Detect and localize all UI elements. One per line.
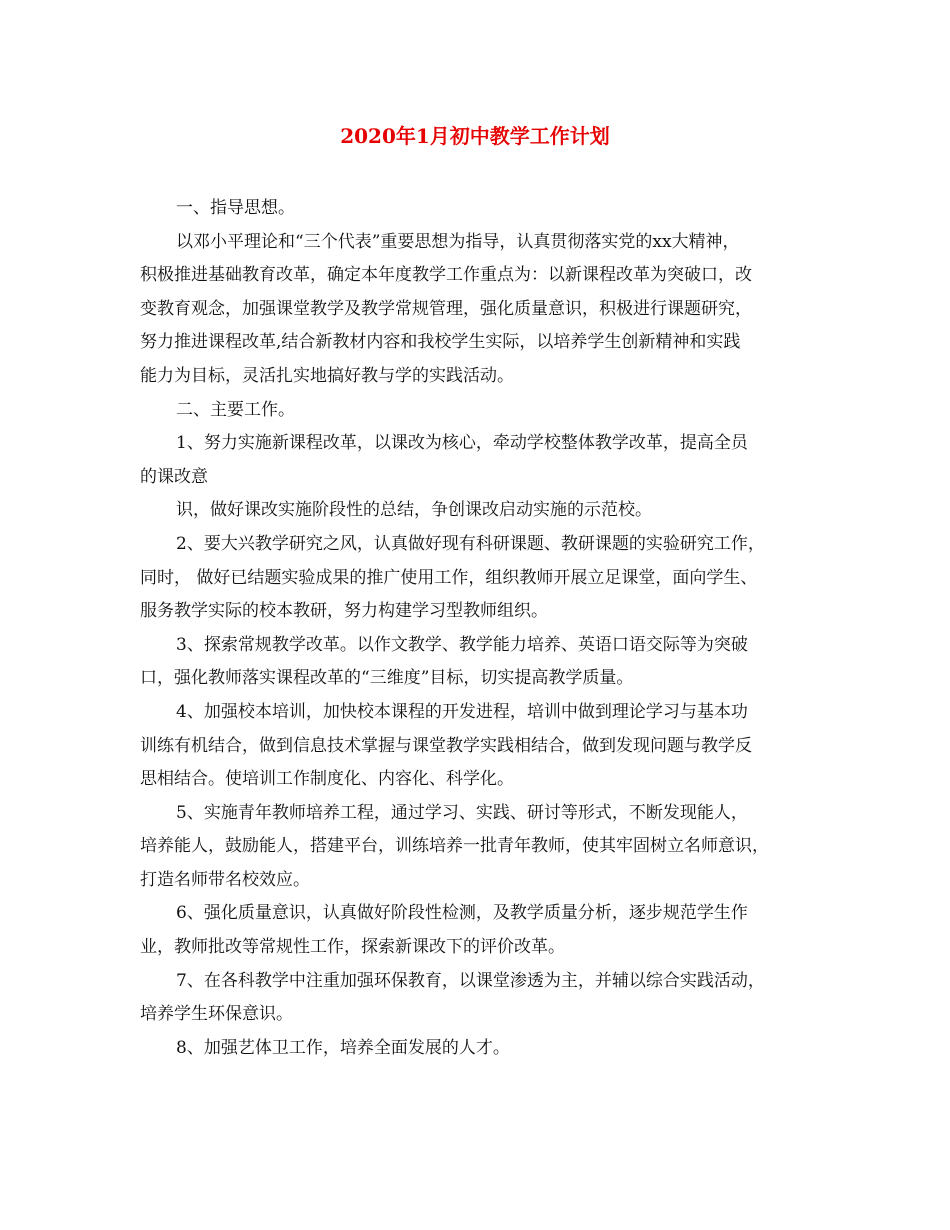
paragraph-line: 打造名师带名校效应。 [140, 869, 310, 890]
paragraph-line: 培养能人，鼓励能人，搭建平台，训练培养一批青年教师，使其牢固树立名师意识， [140, 836, 769, 857]
paragraph-line: 培养学生环保意识。 [140, 1004, 293, 1025]
paragraph-line: 同时， 做好已结题实验成果的推广使用工作，组织教师开展立足课堂，面向学生、 [140, 567, 758, 588]
paragraph-line: 的课改意 [140, 466, 208, 487]
paragraph-line: 8、加强艺体卫工作，培养全面发展的人才。 [176, 1037, 510, 1058]
paragraph-line: 1、努力实施新课程改革，以课改为核心，牵动学校整体教学改革，提高全员 [176, 433, 748, 454]
paragraph-line: 识，做好课改实施阶段性的总结，争创课改启动实施的示范校。 [176, 500, 652, 521]
paragraph-line: 积极推进基础教育改革，确定本年度教学工作重点为：以新课程改革为突破口，改 [140, 265, 752, 286]
paragraph-line: 思相结合。使培训工作制度化、内容化、科学化。 [140, 769, 514, 790]
paragraph-line: 训练有机结合，做到信息技术掌握与课堂教学实践相结合，做到发现问题与教学反 [140, 735, 752, 756]
paragraph-line: 以邓小平理论和“三个代表”重要思想为指导，认真贯彻落实党的xx大精神， [176, 231, 740, 252]
paragraph-line: 变教育观念，加强课堂教学及教学常规管理，强化质量意识，积极进行课题研究， [140, 298, 752, 319]
paragraph-line: 服务教学实际的校本教研，努力构建学习型教师组织。 [140, 601, 548, 622]
document-body [140, 192, 830, 1065]
paragraph-line: 5、实施青年教师培养工程，通过学习、实践、研讨等形式，不断发现能人， [176, 802, 748, 823]
paragraph-line: 6、强化质量意识，认真做好阶段性检测，及教学质量分析，逐步规范学生作 [176, 903, 748, 924]
paragraph-line: 二、主要工作。 [176, 399, 295, 420]
paragraph-line: 2、要大兴教学研究之风，认真做好现有科研课题、教研课题的实验研究工作， [176, 533, 765, 554]
document-title: 2020年1月初中教学工作计划 [340, 124, 610, 148]
paragraph-line: 努力推进课程改革,结合新教材内容和我校学生实际，以培养学生创新精神和实践 [140, 332, 741, 353]
paragraph-line: 口，强化教师落实课程改革的“三维度”目标，切实提高教学质量。 [140, 668, 634, 689]
paragraph-line: 业，教师批改等常规性工作，探索新课改下的评价改革。 [140, 937, 565, 958]
paragraph-line: 一、指导思想。 [176, 198, 295, 218]
paragraph-line: 3、探索常规教学改革。以作文教学、教学能力培养、英语口语交际等为突破 [176, 634, 748, 655]
paragraph-line: 4、加强校本培训，加快校本课程的开发进程，培训中做到理论学习与基本功 [176, 701, 748, 722]
paragraph-line: 能力为目标，灵活扎实地搞好教与学的实践活动。 [140, 365, 514, 386]
paragraph-line: 7、在各科教学中注重加强环保教育，以课堂渗透为主，并辅以综合实践活动， [176, 970, 765, 991]
